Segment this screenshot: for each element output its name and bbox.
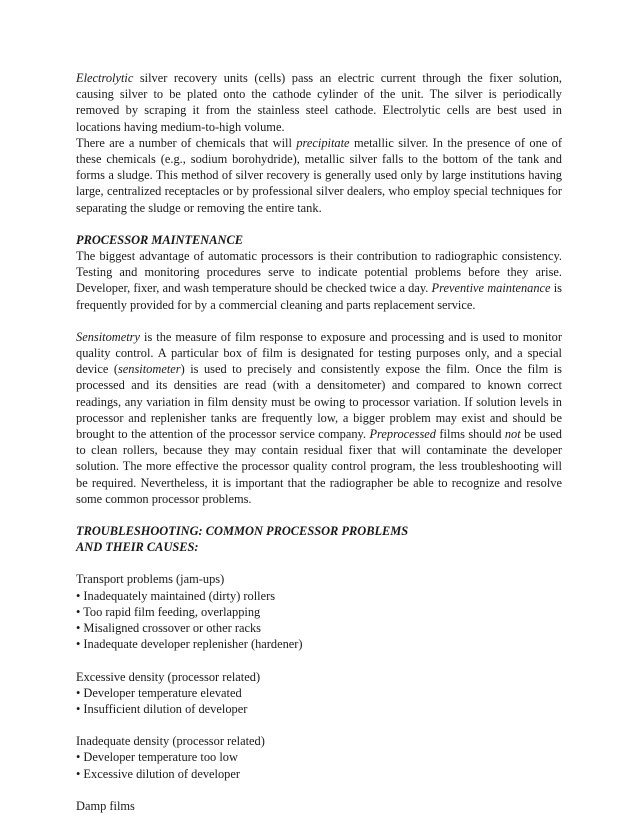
problem-group bbox=[76, 571, 562, 652]
paragraph-text: silver recovery units (cells) pass an electric current through the fixer solution, causing silver to be plated onto the cathode cylinder of the unit. The silver is periodically removed by scraping it from the stainless steel cathode. Electrolytic cells are best used in locations having medium-to-high volume. bbox=[76, 71, 562, 134]
spacer bbox=[76, 216, 562, 232]
term-sensitometer: sensitometer bbox=[117, 362, 181, 377]
list-item: • Developer temperature elevated bbox=[76, 685, 242, 700]
term-precipitate: precipitate bbox=[296, 135, 350, 150]
document-page bbox=[76, 70, 562, 814]
heading-line: AND THEIR CAUSES: bbox=[76, 540, 199, 555]
paragraph-text: is the measure of film response to exposure and processing and is used to monitor quality control. A particular box of film is designated for testing purposes only, and a special device ( bbox=[76, 329, 562, 377]
heading-troubleshooting bbox=[76, 523, 562, 555]
list-item: • Insufficient dilution of developer bbox=[76, 701, 248, 716]
heading-line: TROUBLESHOOTING: COMMON PROCESSOR PROBLEMS bbox=[76, 524, 409, 539]
term-not: not bbox=[504, 427, 521, 442]
spacer bbox=[76, 507, 562, 523]
term-sensitometry: Sensitometry bbox=[76, 329, 141, 344]
paragraph-electrolytic bbox=[76, 70, 562, 135]
paragraph-maintenance bbox=[76, 248, 562, 313]
problem-group bbox=[76, 798, 562, 814]
spacer bbox=[76, 555, 562, 571]
paragraph-text: films should bbox=[435, 427, 505, 442]
list-item: • Excessive dilution of developer bbox=[76, 766, 240, 781]
list-item: • Inadequately maintained (dirty) rollers bbox=[76, 588, 276, 603]
problem-title: Excessive density (processor related) bbox=[76, 669, 261, 684]
paragraph-text: ) is used to precisely and consistently expose the film. Once the film is processed and its densities are read (with a densitometer) and compared to known correct readings, any variation in film density must be owing to processor variation. If solution levels in processor and replenisher tanks are frequently low, a bigger problem may exist and should be brought to the attention of the processor service company. bbox=[76, 362, 562, 442]
problem-title: Inadequate density (processor related) bbox=[76, 734, 265, 749]
paragraph-precipitate bbox=[76, 135, 562, 216]
problem-group bbox=[76, 733, 562, 782]
spacer bbox=[76, 653, 562, 669]
term-preprocessed: Preprocessed bbox=[369, 427, 436, 442]
spacer bbox=[76, 313, 562, 329]
problem-title: Transport problems (jam-ups) bbox=[76, 572, 225, 587]
paragraph-text: be used to clean rollers, because they may contain residual fixer that will contaminate the developer solution. The more effective the processor quality control program, the less troubleshooting will be required. Nevertheless, it is important that the radiographer be able to recognize and resolve some common processor problems. bbox=[76, 427, 563, 506]
spacer bbox=[76, 782, 562, 798]
paragraph-text: is frequently provided for by a commercial cleaning and parts replacement service. bbox=[76, 281, 562, 312]
problem-title: Damp films bbox=[76, 798, 135, 813]
list-item: • Too rapid film feeding, overlapping bbox=[76, 604, 261, 619]
paragraph-text: metallic silver. In the presence of one of these chemicals (e.g., sodium borohydride), metallic silver falls to the bottom of the tank and forms a sludge. This method of silver recovery is generally used only by large institutions having large, centralized receptacles or by professional silver dealers, who employ special techniques for separating the sludge or removing the entire tank. bbox=[76, 135, 562, 215]
paragraph-text: There are a number of chemicals that will bbox=[76, 135, 297, 150]
paragraph-sensitometry bbox=[76, 329, 562, 507]
term-preventive-maintenance: Preventive maintenance bbox=[431, 281, 551, 296]
spacer bbox=[76, 717, 562, 733]
term-electrolytic: Electrolytic bbox=[76, 71, 134, 85]
paragraph-text: The biggest advantage of automatic processors is their contribution to radiographic consistency. Testing and monitoring procedures serve to indicate potential problems before they arise. Developer, fixer, and wash temperature should be checked twice a day. bbox=[76, 249, 562, 296]
list-item: • Inadequate developer replenisher (hardener) bbox=[76, 637, 303, 652]
list-item: • Misaligned crossover or other racks bbox=[76, 621, 261, 636]
list-item: • Developer temperature too low bbox=[76, 750, 238, 765]
heading-processor-maintenance: PROCESSOR MAINTENANCE bbox=[76, 232, 243, 247]
problem-group bbox=[76, 669, 562, 718]
